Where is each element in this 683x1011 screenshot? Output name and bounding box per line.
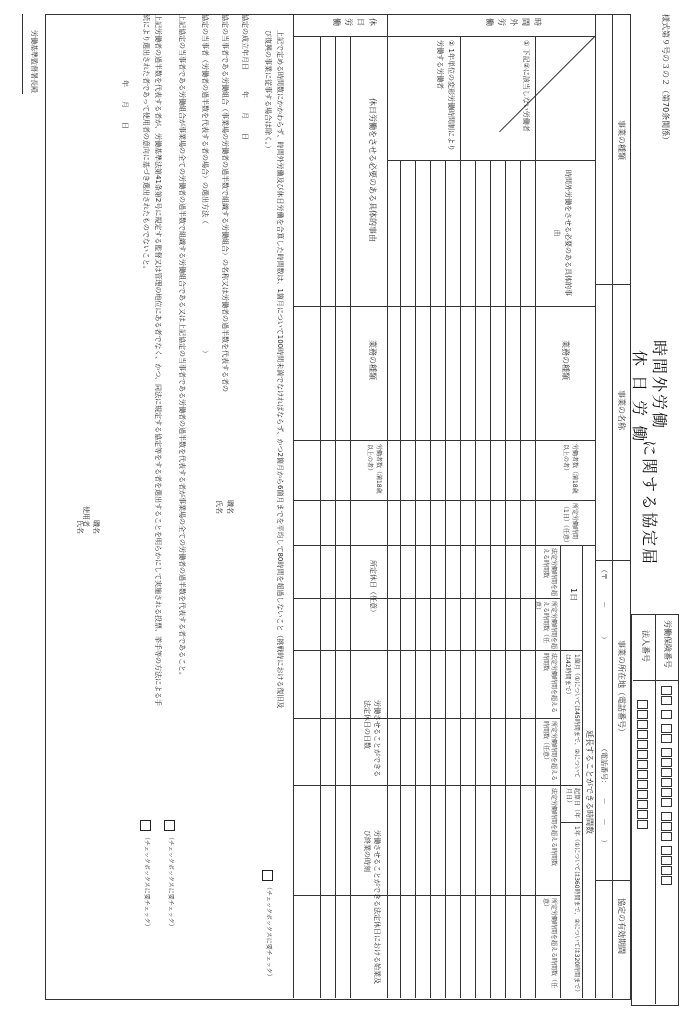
hoken-number-squares[interactable] (657, 686, 676, 886)
holiday-gyomu-header: 業務の種類 (368, 340, 377, 380)
jigyo-shurui-label: 事業の種類 (617, 120, 626, 160)
month-shotei-label: 所定労働時間を超える時間数（任意） (542, 721, 557, 782)
overtime-item-2: ② 1年単位の変形労働時間制により労働する労働者 (436, 40, 455, 151)
date-2: 年 月 日 (121, 80, 129, 129)
seiritsu-date: 協定の成立年月日 年 月 日 (241, 14, 249, 140)
overtime-section-label: 時間外労働 (485, 18, 542, 26)
extend-header: 延長することができる時間数 (585, 730, 594, 834)
kanri-check-hint-2: （チェックボックスに要チェック） (143, 834, 150, 930)
kanri-checkbox-1[interactable] (164, 820, 175, 831)
note-checkbox[interactable] (262, 870, 273, 881)
hojin-number-squares[interactable] (633, 700, 652, 830)
note-check-hint: （チェックボックスに要チェック） (265, 884, 272, 980)
main-table (45, 14, 631, 1000)
jigyo-meisho-label: 事業の名称 (617, 390, 626, 430)
kanri-line-3: 続により選出された者であって使用者の意向に基づき選出されたものでないこと。 (142, 14, 150, 273)
holiday-days-header: 労働させることができる法定休日の日数 (363, 700, 381, 777)
overtime-reason-header: 時間外労働をさせる必要のある具体的事由 (553, 170, 572, 296)
overtime-item-1: ① 下記②に該当しない労働者 (522, 40, 530, 132)
tojisha-line-1: 協定の当事者である労働組合（事業場の労働者の過半数で組織する労働組合）の名称又は労働者の過半数を代表する者の (221, 14, 229, 392)
day-hotei-label: 法定労働時間を超える時間数 (542, 548, 557, 597)
kanri-line-2: 上記労働者の過半数を代表する者が、労働基準法第41条第2号に規定する監督又は管理の地位にある者でなく、かつ、同法に規定する協定等をする者を選出することを明らかにして実施される投票、挙手等の方法による手 (154, 14, 162, 706)
day-header: 1日 (569, 588, 578, 602)
shimei-2-label: 氏名 (76, 520, 84, 534)
kisanbi-label: 起算日（年月日） (565, 788, 580, 819)
month-header: 1箇月（①については45時間まで、②については42時間まで） (564, 654, 580, 778)
jigyo-shozaichi-label: 事業の所在地（電話番号） (617, 640, 626, 736)
yubin-field[interactable]: （〒 － ） (600, 566, 608, 643)
form-title-suffix: に関する協定届 (640, 440, 659, 567)
shokumei-2-label: 職名 (92, 520, 100, 534)
rodo-hoken-label: 労働保険番号 (663, 620, 672, 668)
year-header: 1年（①については360時間まで、②については320時間まで） (573, 826, 580, 996)
overtime-shotei-header: 所定労働時間（1日）（任意） (562, 503, 578, 546)
holiday-section-label: 休日労働 (332, 18, 377, 26)
kanri-check-hint-1: （チェックボックスに要チェック） (167, 834, 174, 930)
year-hotei-label: 法定労働時間を超える時間数 (550, 788, 557, 867)
kanri-checkbox-2[interactable] (140, 820, 151, 831)
shiyosha-label: 使用者 (82, 506, 90, 527)
holiday-reason-header: 休日労働をさせる必要のある具体的事由 (368, 98, 377, 242)
overtime-gyomu-header: 業務の種類 (561, 340, 570, 380)
holiday-workers-header: 労働者数（満18歳以上の者） (366, 444, 382, 494)
form-title-1: 時間外労働 (650, 340, 669, 431)
year-shotei-label: 所定労働時間を超える時間数（任意） (542, 898, 557, 989)
form-title-2: 休 日 労 働 (630, 350, 649, 444)
holiday-kyujitsu-header: 所定休日（任意） (369, 560, 377, 616)
form-number: 様式第９号の３の２（第70条関係） (661, 14, 670, 145)
hojin-label: 法人番号 (641, 630, 650, 662)
shimei-label: 氏名 (215, 500, 223, 514)
shokumei-label: 職名 (226, 500, 234, 514)
day-shotei-label: 所定労働時間を超える時間数（任意） (534, 601, 557, 650)
holiday-time-header: 労働させることができる法定休日における始業及び終業の時刻 (363, 830, 381, 984)
month-hotei-label: 法定労働時間を超える時間数 (542, 653, 557, 714)
note-line-1: 上記で定める時間数にかかわらず、時間外労働及び休日労働を合算した時間数は、1箇月について100時間未満でなければならず、かつ2箇月から6箇月までを平均して80時間を超過しないこと（挑戦時における復旧及 (276, 30, 284, 709)
kantoku-label: 労働基準監督署長殿 (30, 30, 38, 93)
denwa-field[interactable]: （電話番号： － － ） (600, 745, 608, 847)
kanri-line-1: 上記協定の当事者である労働組合が事業場の全ての労働者の過半数で組織する労働組合である又は上記協定の当事者である労働者の過半数を代表する者が事業場の全ての労働者の過半数を代表する者であること。 (178, 14, 186, 679)
tojisha-line-2: 協定の当事者（労働者の過半数を代表する者の場合）の選出方法（ ） (201, 14, 209, 357)
note-line-2: び復興の事業に従事する場合は除く。） (264, 30, 272, 153)
overtime-workers-header: 労働者数（満18歳以上の者） (562, 444, 578, 494)
kyotei-kikan-label: 協定の有効期間 (617, 898, 626, 954)
